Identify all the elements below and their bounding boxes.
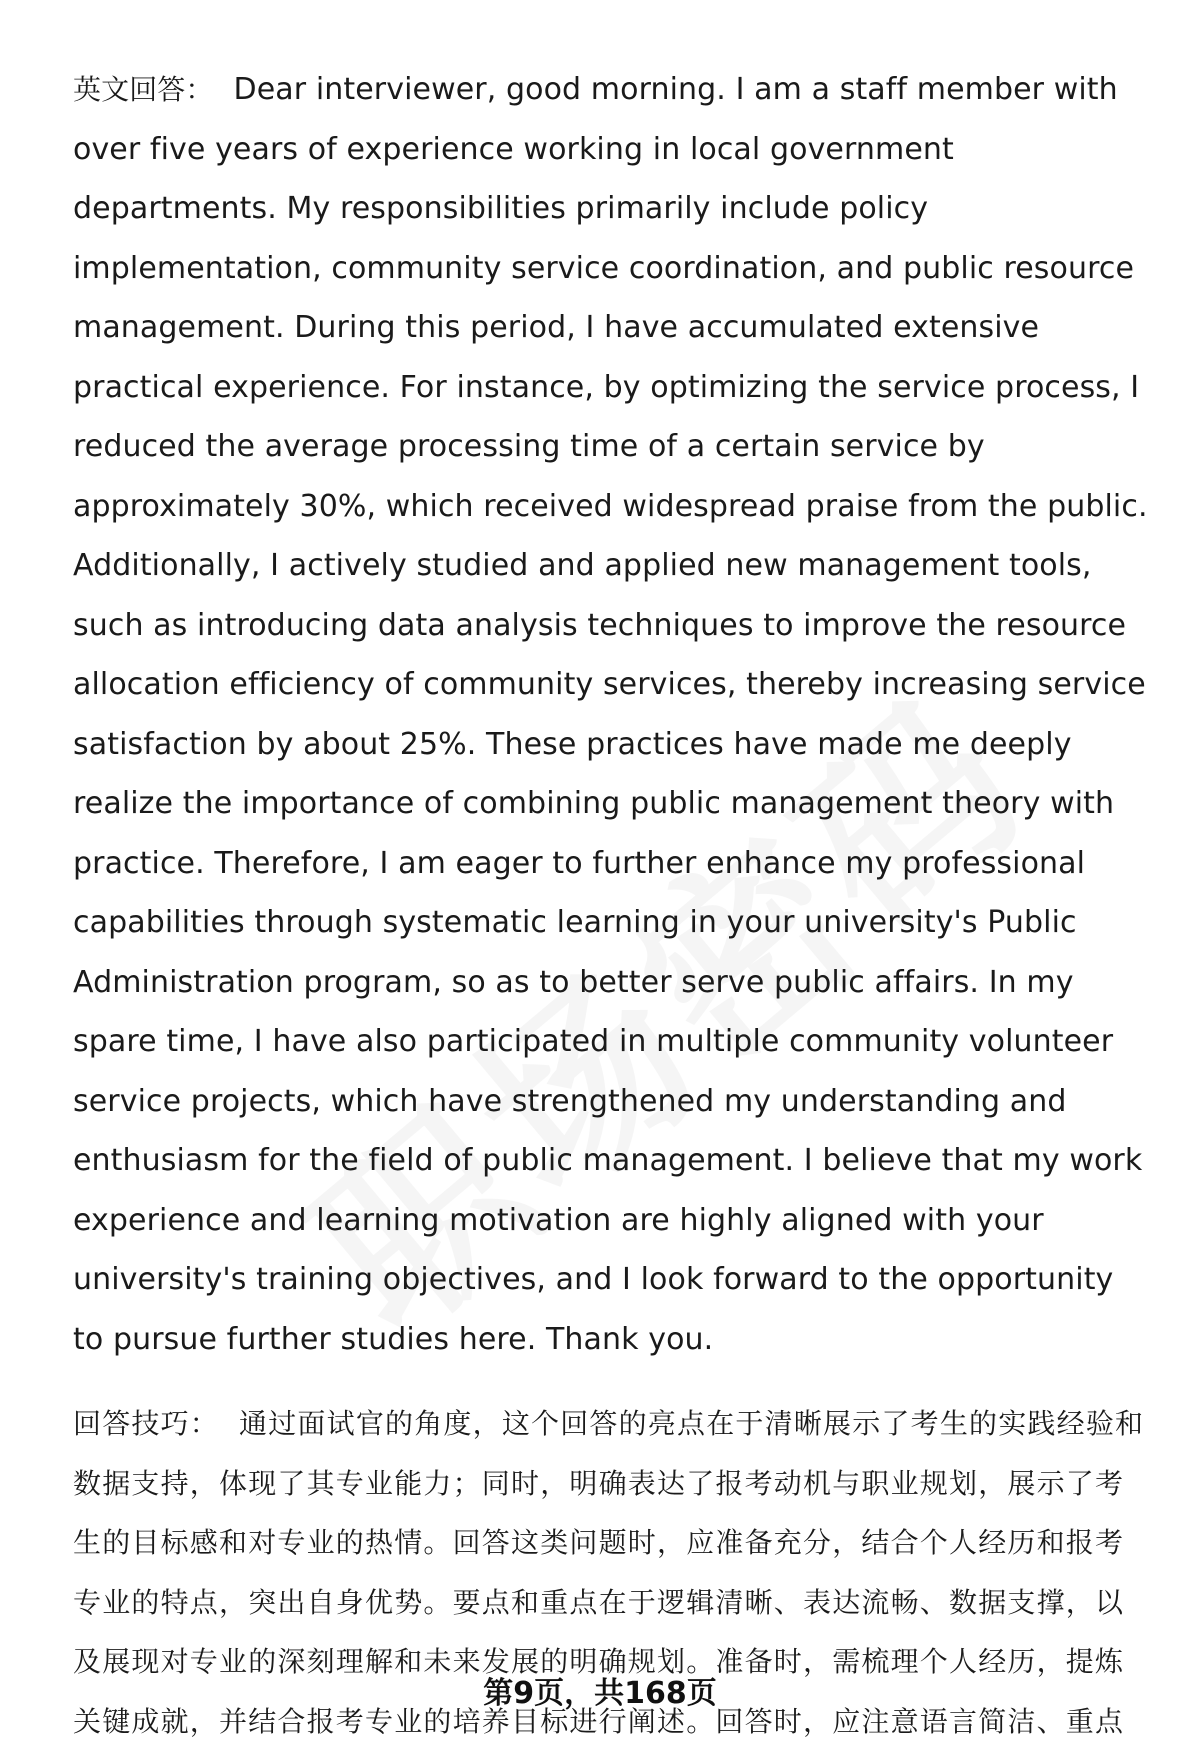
answer-tips-label: 回答技巧： xyxy=(73,1407,220,1440)
page-content xyxy=(73,60,1153,1751)
english-answer-paragraph xyxy=(73,60,1153,1369)
english-answer-label: 英文回答： xyxy=(73,73,214,106)
answer-tips-text: 通过面试官的角度，这个回答的亮点在于清晰展示了考生的实践经验和数据支持，体现了其专业能力；同时，明确表达了报考动机与职业规划，展示了考生的目标感和对专业的热情。回答这类问题时，应准备充分，结合个人经历和报考专业的特点，突出自身优势。要点和重点在于逻辑清晰、表达流畅、数据支撑，以及展现对专业的深刻理解和未来发展的明确规划。准备时，需梳理个人经历，提炼关键成就，并结合报考专业的培养目标进行阐述。回答时，应注意语言简洁、重点 xyxy=(73,1407,1145,1738)
english-answer-text: Dear interviewer, good morning. I am a staff member with over five years of experience working in local government departments. My responsibilities primarily include policy implementation, community service coordination, and public resource management. During this period, I have accumulated extensive practical experience. For instance, by optimizing the service process, I reduced the average processing time of a certain service by approximately 30%, which received widespread praise from the public. Additionally, I actively studied and applied new management tools, such as introducing data analysis techniques to improve the resource allocation efficiency of community services, thereby increasing service satisfaction by about 25%. These practices have made me deeply realize the importance of combining public management theory with practice. Therefore, I am eager to further enhance my professional capabilities through systematic learning in your university's Public Administration program, so as to better serve public affairs. In my spare time, I have also participated in multiple community volunteer service projects, which have strengthened my understanding and enthusiasm for the field of public management. I believe that my work experience and learning motivation are highly aligned with your university's training objectives, and I look forward to the opportunity to pursue further studies here. Thank you. xyxy=(73,72,1148,1357)
page-number: 第9页，共168页 xyxy=(483,1676,717,1711)
